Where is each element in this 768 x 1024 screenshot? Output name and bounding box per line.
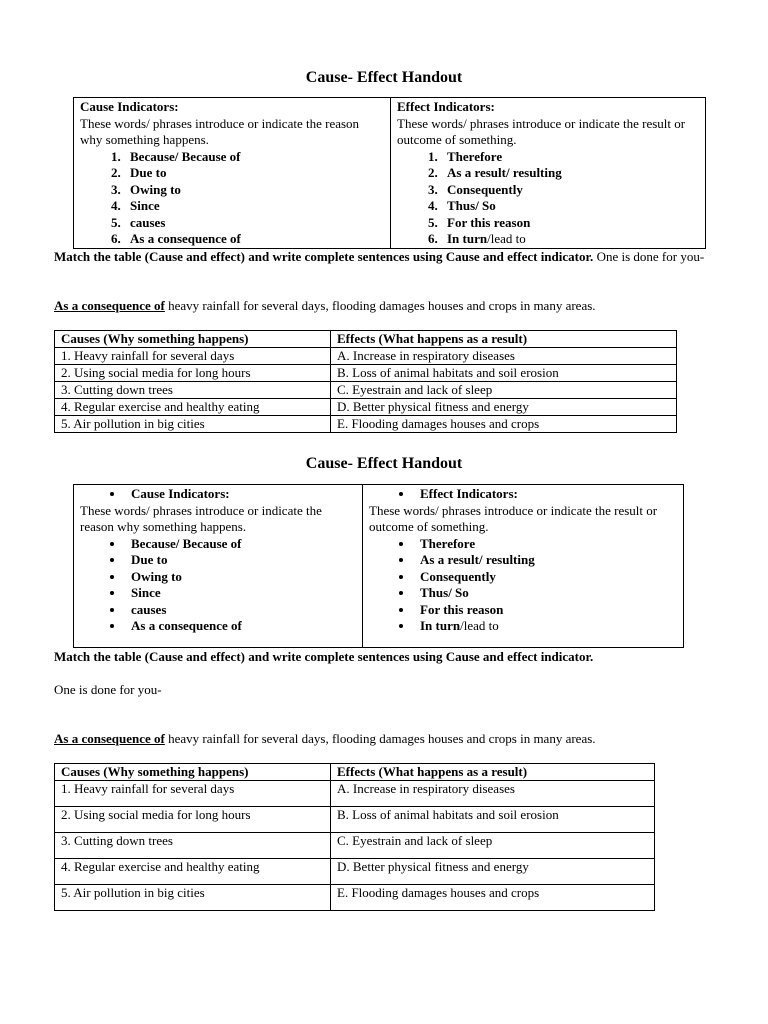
handout-2-instruction: Match the table (Cause and effect) and write complete sentences using Cause and effect indicator. (54, 649, 594, 664)
effect-last-rest: /lead to (460, 618, 499, 633)
table-row (55, 781, 655, 807)
cause-indicator-item: 3. Owing to (124, 182, 384, 199)
cause-cell: 5. Air pollution in big cities (55, 416, 331, 433)
cause-indicators-list (80, 536, 356, 635)
cause-cell: 5. Air pollution in big cities (55, 885, 331, 911)
cause-indicators-heading: Cause Indicators: (80, 99, 179, 114)
table-header-row (55, 331, 677, 348)
cause-indicator-item: • Owing to (125, 569, 356, 586)
effect-heading-list (369, 486, 677, 503)
effect-indicators-heading: Effect Indicators: (397, 99, 495, 114)
cause-cell: 4. Regular exercise and healthy eating (55, 859, 331, 885)
cause-indicator-item: 1. Because/ Because of (124, 149, 384, 166)
table-row (55, 365, 677, 382)
example-indicator: As a consequence of (54, 298, 165, 313)
handout-1-matching-table (54, 330, 677, 433)
cause-indicator-item: • Because/ Because of (125, 536, 356, 553)
effect-indicator-item: • Consequently (414, 569, 677, 586)
effect-indicator-item: 5. For this reason (441, 215, 699, 232)
cause-indicator-item: 6. As a consequence of (124, 231, 384, 248)
instruction-rest-text: One is done for you- (593, 249, 705, 264)
table-row (55, 885, 655, 911)
causes-header: Causes (Why something happens) (55, 331, 331, 348)
cause-cell: 4. Regular exercise and healthy eating (55, 399, 331, 416)
instruction-bold-text: Match the table (Cause and effect) and write complete sentences using Cause and effect indicator. (54, 249, 594, 264)
effect-last-bold: In turn (420, 618, 461, 633)
cause-indicator-item: • causes (125, 602, 356, 619)
effect-indicator-item: • For this reason (414, 602, 677, 619)
table-row (55, 382, 677, 399)
effect-cell: C. Eyestrain and lack of sleep (331, 833, 655, 859)
effect-indicators-heading: • Effect Indicators: (414, 486, 677, 503)
effect-indicators-list (397, 149, 699, 248)
handout-2-indicator-box (73, 484, 684, 648)
example-indicator: As a consequence of (54, 731, 165, 746)
cause-heading-list (80, 486, 356, 503)
table-row (55, 859, 655, 885)
effect-cell: A. Increase in respiratory diseases (331, 781, 655, 807)
cause-indicator-item: 5. causes (124, 215, 384, 232)
cause-indicator-item: • Since (125, 585, 356, 602)
table-row (55, 807, 655, 833)
table-row (55, 348, 677, 365)
effect-indicator-item: 4. Thus/ So (441, 198, 699, 215)
handout-1-example-sentence (54, 298, 714, 315)
effect-last-bold: In turn (447, 231, 488, 246)
effects-header: Effects (What happens as a result) (331, 331, 677, 348)
effect-indicators-description: These words/ phrases introduce or indicate the result or outcome of something. (369, 502, 658, 534)
causes-header: Causes (Why something happens) (55, 764, 331, 781)
effects-header: Effects (What happens as a result) (331, 764, 655, 781)
handout-2-matching-table (54, 763, 655, 911)
handout-2-done-note: One is done for you- (54, 682, 162, 697)
table-row (55, 399, 677, 416)
example-rest: heavy rainfall for several days, flooding damages houses and crops in many areas. (164, 298, 596, 313)
effect-indicator-item: • Therefore (414, 536, 677, 553)
handout-1-indicator-box (73, 97, 706, 249)
handout-2-example-sentence (54, 731, 714, 748)
handout-1-effect-column (390, 98, 705, 248)
cause-cell: 3. Cutting down trees (55, 833, 331, 859)
cause-indicator-item: 4. Since (124, 198, 384, 215)
effect-last-rest: /lead to (487, 231, 526, 246)
effect-indicators-description: These words/ phrases introduce or indicate the result or outcome of something. (397, 115, 686, 147)
cause-indicators-heading: • Cause Indicators: (125, 486, 356, 503)
effect-indicator-item: 2. As a result/ resulting (441, 165, 699, 182)
cause-indicator-item: • As a consequence of (125, 618, 356, 635)
example-rest: heavy rainfall for several days, flooding damages houses and crops in many areas. (164, 731, 596, 746)
cause-cell: 1. Heavy rainfall for several days (55, 781, 331, 807)
cause-cell: 2. Using social media for long hours (55, 365, 331, 382)
cause-cell: 1. Heavy rainfall for several days (55, 348, 331, 365)
handout-1-title: Cause- Effect Handout (305, 69, 463, 86)
effect-cell: C. Eyestrain and lack of sleep (331, 382, 677, 399)
effect-indicator-item (414, 618, 677, 635)
effect-cell: D. Better physical fitness and energy (331, 859, 655, 885)
cause-indicators-description: These words/ phrases introduce or indicate the reason why something happens. (80, 115, 360, 147)
handout-1-instruction (54, 249, 714, 266)
effect-cell: A. Increase in respiratory diseases (331, 348, 677, 365)
cause-indicators-list (80, 149, 384, 248)
handout-2-effect-column (362, 485, 683, 647)
table-header-row (55, 764, 655, 781)
effect-cell: E. Flooding damages houses and crops (331, 885, 655, 911)
effect-cell: E. Flooding damages houses and crops (331, 416, 677, 433)
effect-indicator-item: • As a result/ resulting (414, 552, 677, 569)
effect-indicator-item: 1. Therefore (441, 149, 699, 166)
cause-cell: 2. Using social media for long hours (55, 807, 331, 833)
effect-indicators-list (369, 536, 677, 635)
cause-indicator-item: 2. Due to (124, 165, 384, 182)
effect-indicator-item (441, 231, 699, 248)
cause-indicator-item: • Due to (125, 552, 356, 569)
handout-2-title: Cause- Effect Handout (305, 455, 463, 472)
table-row (55, 833, 655, 859)
cause-indicators-description: These words/ phrases introduce or indicate the reason why something happens. (80, 502, 322, 534)
effect-indicator-item: • Thus/ So (414, 585, 677, 602)
effect-cell: B. Loss of animal habitats and soil erosion (331, 807, 655, 833)
handout-2-cause-column (74, 485, 362, 647)
table-row (55, 416, 677, 433)
cause-cell: 3. Cutting down trees (55, 382, 331, 399)
handout-1-cause-column (74, 98, 390, 248)
effect-cell: D. Better physical fitness and energy (331, 399, 677, 416)
effect-cell: B. Loss of animal habitats and soil erosion (331, 365, 677, 382)
effect-indicator-item: 3. Consequently (441, 182, 699, 199)
